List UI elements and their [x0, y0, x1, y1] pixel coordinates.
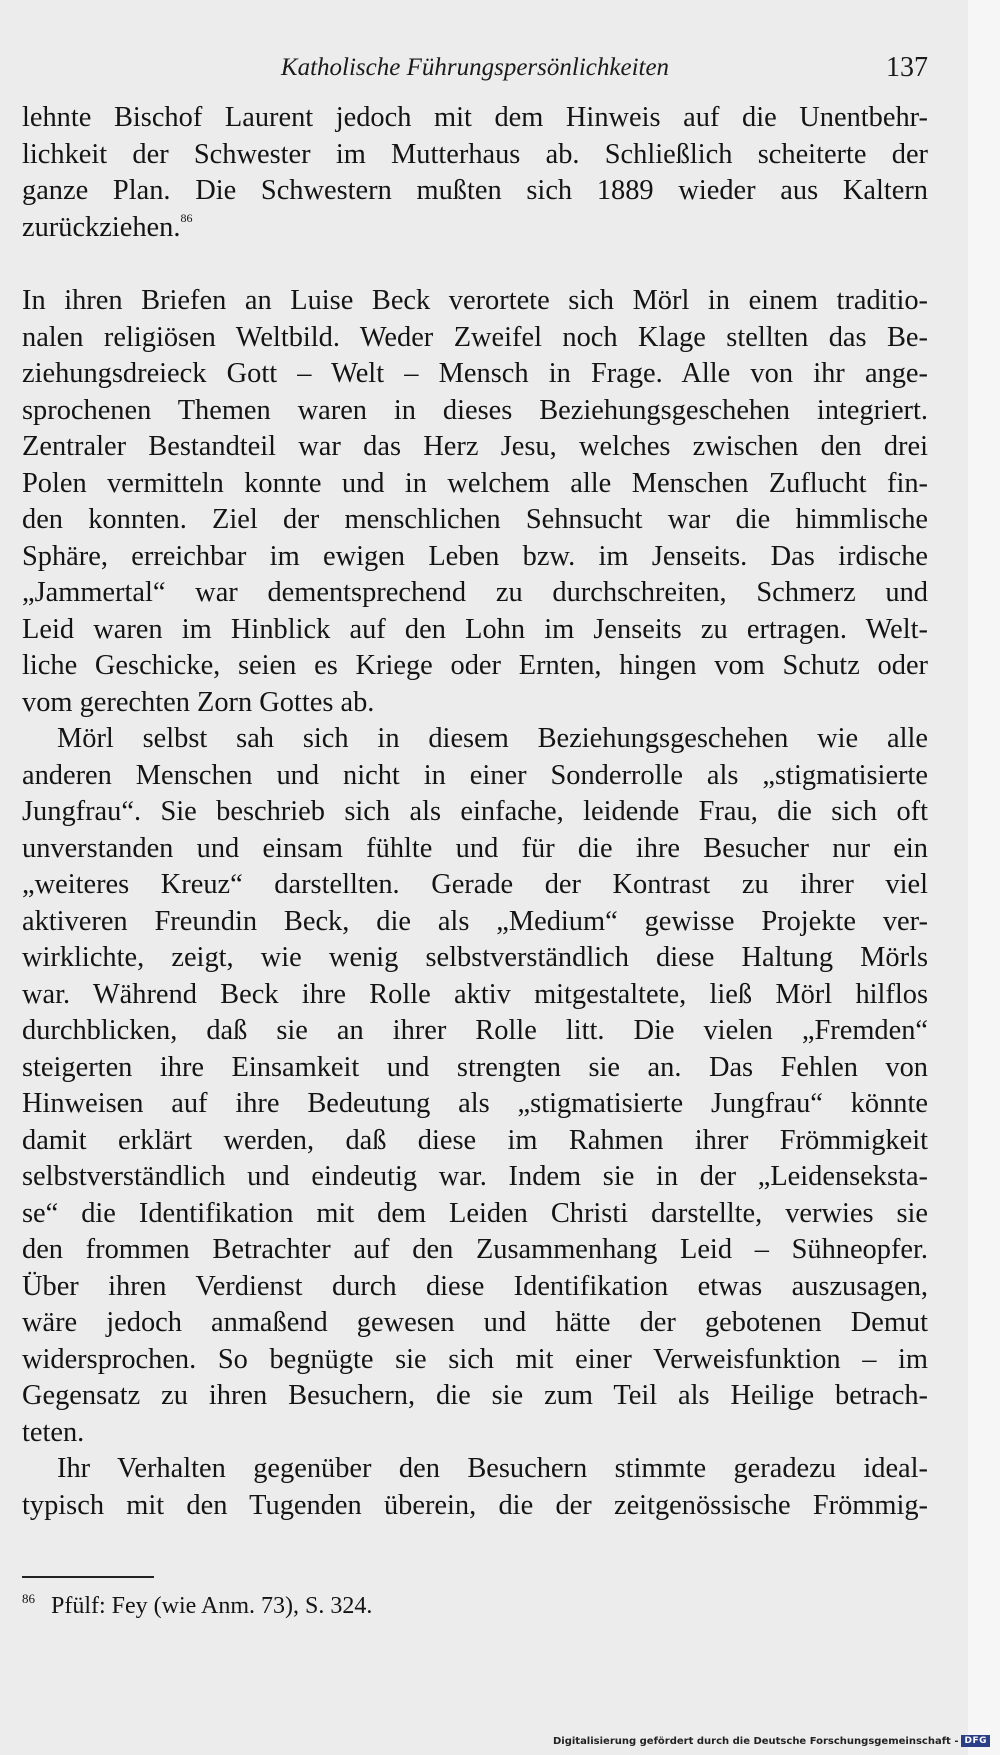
running-title: Katholische Führungspersönlichkeiten	[280, 54, 670, 81]
text-line: den frommen Betrachter auf den Zusammenhang Leid – Sühneopfer.	[22, 1234, 928, 1265]
text-fragment: zurückziehen.	[22, 211, 181, 243]
text-line: Sphäre, erreichbar im ewigen Leben bzw. im Jenseits. Das irdische	[22, 540, 928, 572]
page-number: 137	[886, 52, 928, 83]
text-line: Jungfrau“. Sie beschrieb sich als einfache, leidende Frau, die sich oft	[22, 796, 928, 827]
digitization-credit	[553, 1733, 990, 1749]
text-line: ganze Plan. Die Schwestern mußten sich 1889 wieder aus Kaltern	[22, 175, 928, 206]
text-line: widersprochen. So begnügte sie sich mit einer Verweisfunktion – im	[22, 1343, 928, 1375]
text-line	[22, 210, 928, 247]
text-line: Ihr Verhalten gegenüber den Besuchern stimmte geradezu ideal-	[57, 1453, 928, 1484]
text-line: wirklichte, zeigt, wie wenig selbstverständlich diese Haltung Mörls	[22, 942, 928, 973]
footnote-separator	[22, 1576, 154, 1578]
text-line: se“ die Identifikation mit dem Leiden Christi darstellte, verwies sie	[22, 1197, 928, 1229]
text-line: war. Während Beck ihre Rolle aktiv mitgestaltete, ließ Mörl hilflos	[22, 978, 928, 1010]
text-line: den konnten. Ziel der menschlichen Sehnsucht war die himmlische	[22, 504, 928, 535]
text-line: steigerten ihre Einsamkeit und strengten sie an. Das Fehlen von	[22, 1051, 928, 1083]
text-line: „weiteres Kreuz“ darstellten. Gerade der Kontrast zu ihrer viel	[22, 869, 928, 900]
text-line: ziehungsdreieck Gott – Welt – Mensch in Frage. Alle von ihr ange-	[22, 358, 928, 389]
text-line: aktiveren Freundin Beck, die als „Medium“ gewisse Projekte ver-	[22, 905, 928, 937]
text-line: liche Geschicke, seien es Kriege oder Ernten, hingen vom Schutz oder	[22, 650, 928, 681]
text-line: wäre jedoch anmaßend gewesen und hätte der gebotenen Demut	[22, 1307, 928, 1338]
text-line: sprochenen Themen waren in dieses Beziehungsgeschehen integriert.	[22, 394, 928, 426]
footnote-text: Pfülf: Fey (wie Anm. 73), S. 324.	[51, 1593, 373, 1619]
text-line: durchblicken, daß sie an ihrer Rolle litt. Die vielen „Fremden“	[22, 1015, 928, 1046]
text-line: „Jammertal“ war dementsprechend zu durchschreiten, Schmerz und	[22, 577, 928, 608]
text-line: In ihren Briefen an Luise Beck verortete sich Mörl in einem traditio-	[22, 285, 928, 316]
text-line: teten.	[22, 1416, 85, 1448]
text-line: Mörl selbst sah sich in diesem Beziehungsgeschehen wie alle	[57, 723, 928, 754]
text-line: Über ihren Verdienst durch diese Identifikation etwas auszusagen,	[22, 1270, 928, 1302]
text-line: typisch mit den Tugenden überein, die der zeitgenössische Frömmig-	[22, 1489, 928, 1521]
text-line: Polen vermitteln konnte und in welchem alle Menschen Zuflucht fin-	[22, 467, 928, 499]
text-line: anderen Menschen und nicht in einer Sonderrolle als „stigmatisierte	[22, 759, 928, 791]
paragraph-gap	[22, 246, 928, 283]
text-line: Gegensatz zu ihren Besuchern, die sie zum Teil als Heilige betrach-	[22, 1380, 928, 1411]
text-line: damit erklärt werden, daß diese im Rahmen ihrer Frömmigkeit	[22, 1124, 928, 1156]
page-margin	[968, 0, 1000, 1755]
text-line: vom gerechten Zorn Gottes ab.	[22, 686, 375, 718]
credit-text: Digitalisierung gefördert durch die Deutsche Forschungsgemeinschaft -	[552, 1735, 959, 1747]
text-line: lichkeit der Schwester im Mutterhaus ab. Schließlich scheiterte der	[22, 138, 928, 170]
text-line: lehnte Bischof Laurent jedoch mit dem Hinweis auf die Unentbehr-	[22, 102, 928, 133]
text-line: unverstanden und einsam fühlte und für die ihre Besucher nur ein	[22, 832, 928, 864]
text-line: Leid waren im Hinblick auf den Lohn im Jenseits zu ertragen. Welt-	[22, 613, 928, 645]
dfg-logo: DFG	[961, 1735, 990, 1747]
text-line: selbstverständlich und eindeutig war. Indem sie in der „Leidenseksta-	[22, 1161, 928, 1192]
footnote-number: 86	[22, 1591, 35, 1606]
text-line: nalen religiösen Weltbild. Weder Zweifel noch Klage stellten das Be-	[22, 321, 928, 353]
text-line: Zentraler Bestandteil war das Herz Jesu, welches zwischen den drei	[22, 431, 928, 462]
body-text	[22, 100, 928, 1524]
text-line: Hinweisen auf ihre Bedeutung als „stigmatisierte Jungfrau“ könnte	[22, 1088, 928, 1119]
footnote-reference: 86	[180, 210, 193, 225]
running-header	[22, 46, 928, 86]
footnote	[22, 1591, 372, 1620]
